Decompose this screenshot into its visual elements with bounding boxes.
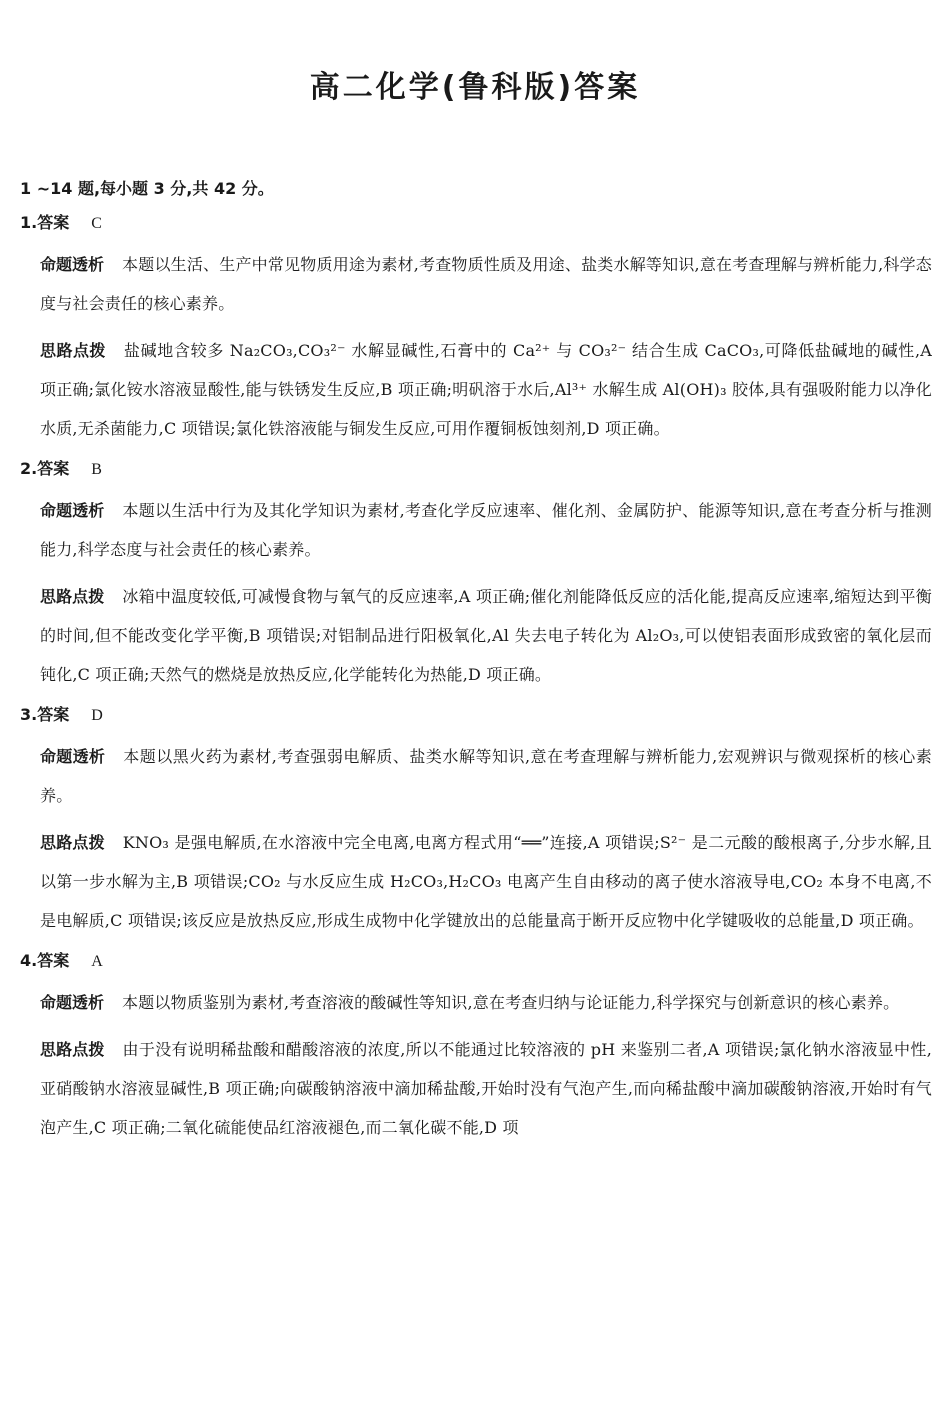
answer-label: 答案 <box>37 213 70 232</box>
analysis-label: 命题透析 <box>40 993 105 1012</box>
analysis-paragraph <box>40 491 932 569</box>
analysis-text: 本题以生活、生产中常见物质用途为素材,考查物质性质及用途、盐类水解等知识,意在考查理解与辨析能力,科学态度与社会责任的核心素养。 <box>40 255 932 313</box>
approach-text: 冰箱中温度较低,可减慢食物与氧气的反应速率,A 项正确;催化剂能降低反应的活化能,提高反应速率,缩短达到平衡的时间,但不能改变化学平衡,B 项错误;对铝制品进行阳极氧化,Al 失去电子转化为 Al₂O₃,可以使铝表面形成致密的氧化层而钝化,C 项正确;天然气的燃烧是放热反应,化学能转化为热能,D 项正确。 <box>40 587 932 684</box>
approach-label: 思路点拨 <box>40 833 105 852</box>
answer-content <box>20 176 932 1155</box>
approach-paragraph <box>40 823 932 940</box>
question-header <box>20 456 932 483</box>
answer-value: A <box>91 953 103 970</box>
question-2 <box>20 456 932 694</box>
approach-text: 盐碱地含较多 Na₂CO₃,CO₃²⁻ 水解显碱性,石膏中的 Ca²⁺ 与 CO₃²⁻ 结合生成 CaCO₃,可降低盐碱地的碱性,A 项正确;氯化铵水溶液显酸性,能与铁锈发生反应,B 项正确;明矾溶于水后,Al³⁺ 水解生成 Al(OH)₃ 胶体,具有强吸附能力以净化水质,无杀菌能力,C 项错误;氯化铁溶液能与铜发生反应,可用作覆铜板蚀刻剂,D 项正确。 <box>40 341 932 438</box>
question-number: 1. <box>20 213 38 232</box>
question-number: 2. <box>20 459 38 478</box>
question-header <box>20 948 932 975</box>
approach-label: 思路点拨 <box>40 587 105 606</box>
page-title: 高二化学(鲁科版)答案 <box>309 70 641 105</box>
analysis-label: 命题透析 <box>40 255 105 274</box>
section-intro: 1 ~14 题,每小题 3 分,共 42 分。 <box>20 179 274 198</box>
question-1 <box>20 210 932 448</box>
answer-label: 答案 <box>37 459 70 478</box>
analysis-text: 本题以生活中行为及其化学知识为素材,考查化学反应速率、催化剂、金属防护、能源等知识,意在考查分析与推测能力,科学态度与社会责任的核心素养。 <box>40 501 932 559</box>
analysis-paragraph <box>40 983 932 1022</box>
analysis-label: 命题透析 <box>40 501 105 520</box>
question-header <box>20 210 932 237</box>
approach-label: 思路点拨 <box>40 1040 105 1059</box>
question-4 <box>20 948 932 1147</box>
question-number: 3. <box>20 705 38 724</box>
answer-value: B <box>91 461 102 478</box>
analysis-label: 命题透析 <box>40 747 106 766</box>
question-header <box>20 702 932 729</box>
approach-paragraph <box>40 331 932 448</box>
answer-value: C <box>91 215 102 232</box>
analysis-text: 本题以黑火药为素材,考查强弱电解质、盐类水解等知识,意在考查理解与辨析能力,宏观辨识与微观探析的核心素养。 <box>40 747 932 805</box>
approach-label: 思路点拨 <box>40 341 106 360</box>
approach-paragraph <box>40 1030 932 1147</box>
answer-label: 答案 <box>37 951 70 970</box>
analysis-paragraph <box>40 245 932 323</box>
approach-text: KNO₃ 是强电解质,在水溶液中完全电离,电离方程式用“══”连接,A 项错误;S²⁻ 是二元酸的酸根离子,分步水解,且以第一步水解为主,B 项错误;CO₂ 与水反应生成 H₂CO₃,H₂CO₃ 电离产生自由移动的离子使水溶液导电,CO₂ 本身不电离,不是电解质,C 项错误;该反应是放热反应,形成生成物中化学键放出的总能量高于断开反应物中化学键吸收的总能量,D 项正确。 <box>40 833 932 930</box>
question-number: 4. <box>20 951 38 970</box>
question-3 <box>20 702 932 940</box>
answer-label: 答案 <box>37 705 70 724</box>
answer-value: D <box>91 707 103 724</box>
analysis-text: 本题以物质鉴别为素材,考查溶液的酸碱性等知识,意在考查归纳与论证能力,科学探究与创新意识的核心素养。 <box>122 993 900 1012</box>
approach-text: 由于没有说明稀盐酸和醋酸溶液的浓度,所以不能通过比较溶液的 pH 来鉴别二者,A 项错误;氯化钠水溶液显中性,亚硝酸钠水溶液显碱性,B 项正确;向碳酸钠溶液中滴加稀盐酸,开始时没有气泡产生,而向稀盐酸中滴加碳酸钠溶液,开始时有气泡产生,C 项正确;二氧化硫能使品红溶液褪色,而二氧化碳不能,D 项 <box>40 1040 932 1137</box>
analysis-paragraph <box>40 737 932 815</box>
approach-paragraph <box>40 577 932 694</box>
